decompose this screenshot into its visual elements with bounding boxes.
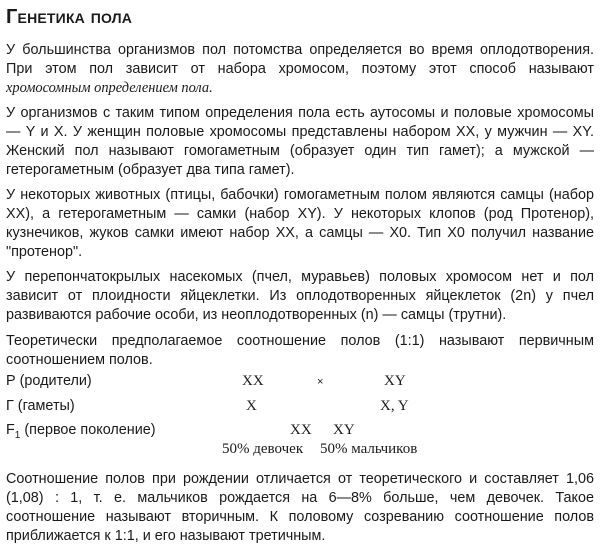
f1-text: (первое поколение) [20,422,156,438]
paragraph-animals: У некоторых животных (птицы, бабочки) гомогаметным полом являются самцы (набор XX), а гетерогаметным — самки (набор XY). У некоторых клопов (род Протенор), кузнечиков, жуков самки имеют набор XX, а самцы — X0. Тип X0 получил название "протенор". [6,187,594,260]
paragraph-intro [6,41,594,98]
f1-letter: F [6,422,15,438]
parents-male: XY [384,373,406,389]
f1-male: XY [333,422,355,438]
gametes-female: X [246,398,257,414]
gametes-male: X, Y [380,398,409,414]
scheme-parents-row [6,373,596,393]
f1-subscript: 1 [14,429,21,441]
scheme-f1-row [6,422,596,442]
page-title: Генетика пола [6,6,133,28]
f1-male-percent: 50% мальчиков [320,441,418,457]
parents-female: XX [242,373,264,389]
cross-sign: × [317,376,324,388]
intro-text: У большинства организмов пол потомства определяется во время оплодотворения. При этом пол зависит от набора хромосом, поэтому этот способ называют [6,42,594,77]
parents-label: Р (родители) [6,373,92,389]
gametes-label: Г (гаметы) [6,398,75,414]
f1-female-percent: 50% девочек [222,441,304,457]
scheme-percent-row [6,441,596,461]
paragraph-chromosomes: У организмов с таким типом определения пола есть аутосомы и половые хромосомы — Y и X. У женщин половые хромосомы представлены набором XX, у мужчин — XY. Женский пол называют гомогаметным (образует один тип гамет); а мужской — гетерогаметным (образует два типа гамет). [6,105,594,178]
paragraph-insects: У перепончатокрылых насекомых (пчел, муравьев) половых хромосом нет и пол зависит от плоидности яйцеклетки. Из оплодотворенных яйцеклеток (2n) у пчел развиваются рабочие особи, из неоплодотворенных (n) — самцы (трутни). [6,269,594,323]
intro-term: хромосомным определением пола. [6,80,213,96]
f1-female: XX [290,422,312,438]
paragraph-secondary-ratio: Соотношение полов при рождении отличается от теоретического и составляет 1,06 (1,08) : 1, т. е. мальчиков рождается на 6—8% больше, чем девочек. Такое соотношение называют вторичным. К половому созреванию соотношение полов приближается к 1:1, и его называют третичным. [6,471,594,544]
paragraph-primary-ratio: Теоретически предполагаемое соотношение полов (1:1) называют первичным соотношением полов. [6,333,594,368]
scheme-gametes-row [6,398,596,418]
f1-label [6,422,156,441]
